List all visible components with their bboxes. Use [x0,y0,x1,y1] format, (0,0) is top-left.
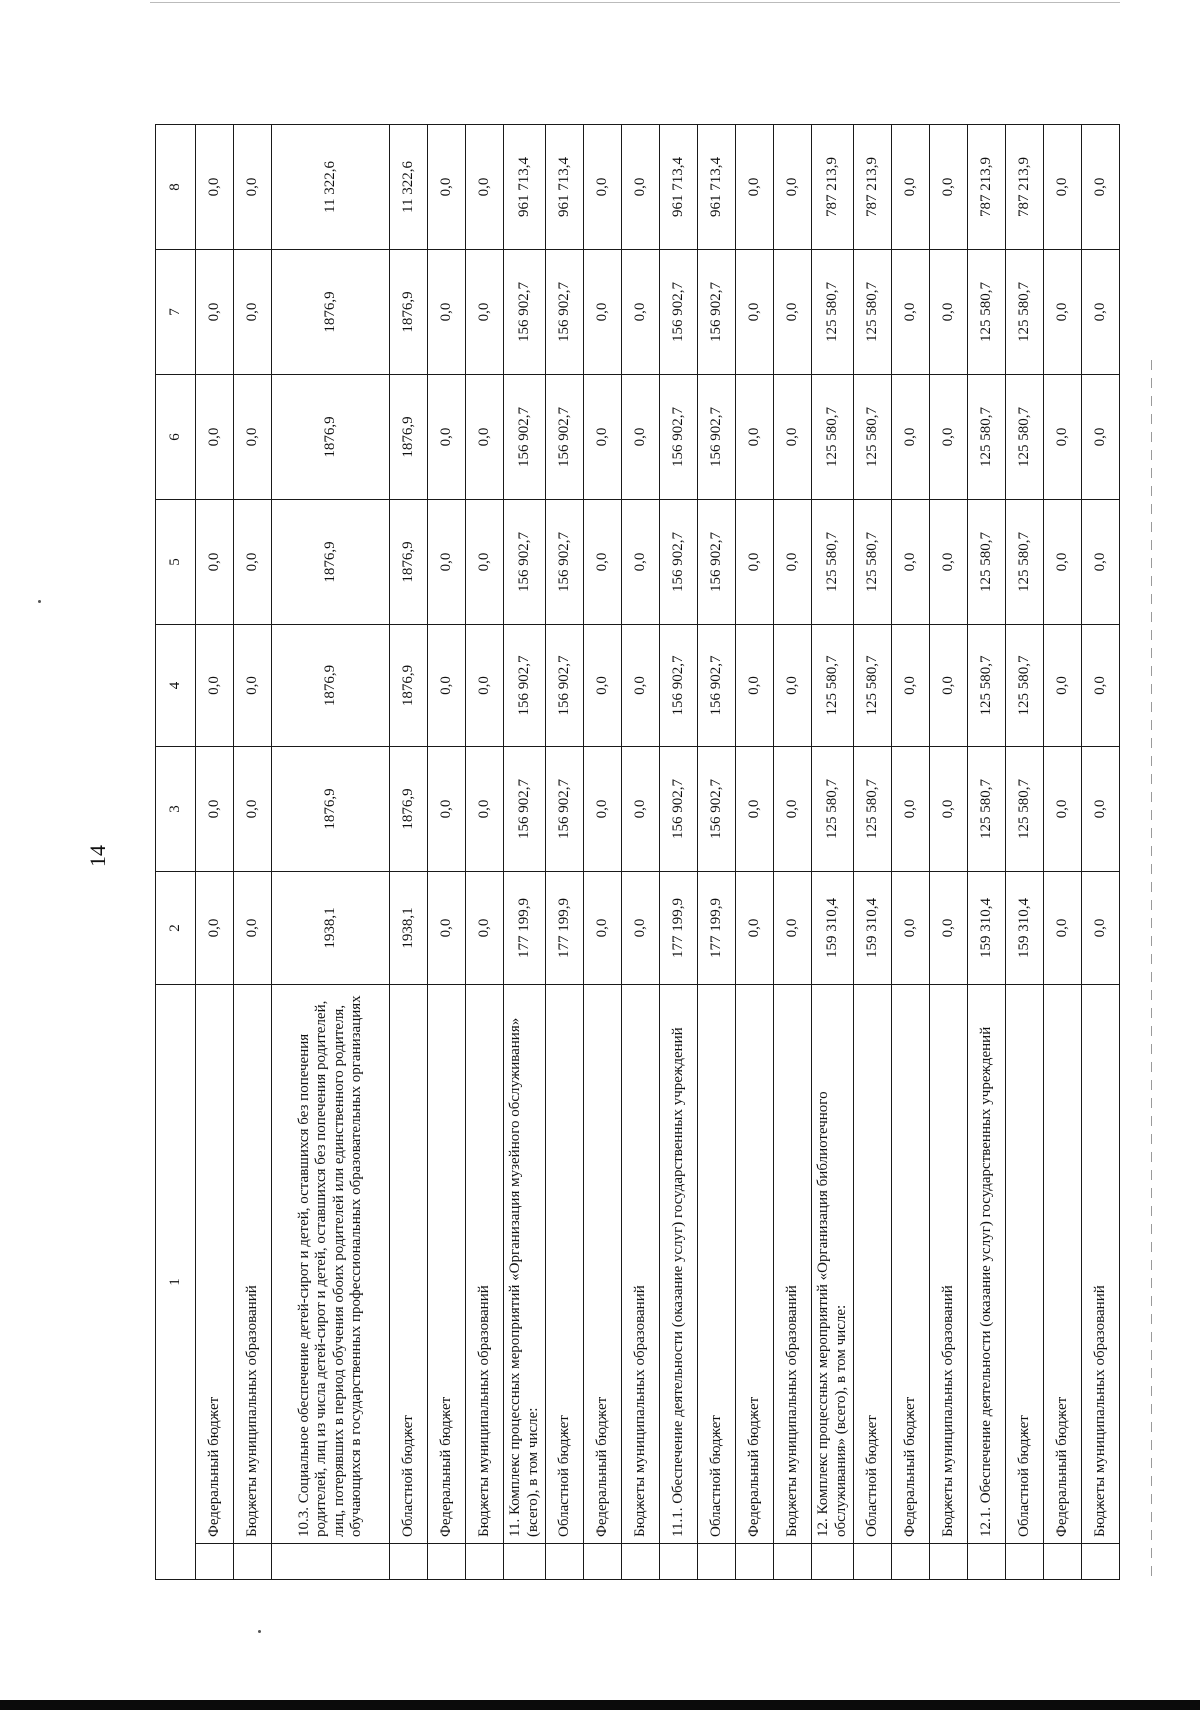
value-cell: 0,0 [584,125,622,250]
value-cell: 961 713,4 [546,125,584,250]
value-cell: 0,0 [584,872,622,985]
table-row [196,125,234,1580]
value-cell: 0,0 [774,625,812,747]
table-row [736,125,774,1580]
value-cell: 1876,9 [390,250,428,375]
column-header: 7 [156,250,196,375]
value-cell: 0,0 [892,747,930,872]
value-cell: 0,0 [584,250,622,375]
row-label: 11. Комплекс процессных мероприятий «Организация музейного обслуживания» (всего), в том числе: [504,985,546,1544]
table-row [812,125,854,1580]
value-cell: 156 902,7 [660,747,698,872]
value-cell: 0,0 [1044,625,1082,747]
row-index-cell [504,1544,546,1580]
value-cell: 0,0 [196,375,234,500]
row-label: Областной бюджет [546,985,584,1544]
value-cell: 0,0 [622,500,660,625]
value-cell: 156 902,7 [698,250,736,375]
row-index-cell [428,1544,466,1580]
row-label: Федеральный бюджет [1044,985,1082,1544]
value-cell: 0,0 [1044,250,1082,375]
value-cell: 0,0 [428,250,466,375]
rotated-table-container [155,125,1108,1580]
value-cell: 125 580,7 [968,625,1006,747]
row-index-cell [968,1544,1006,1580]
value-cell: 1876,9 [272,250,390,375]
value-cell: 0,0 [930,375,968,500]
value-cell: 1876,9 [272,500,390,625]
value-cell: 0,0 [1082,125,1120,250]
row-label: Областной бюджет [390,985,428,1544]
value-cell: 125 580,7 [812,250,854,375]
value-cell: 961 713,4 [504,125,546,250]
value-cell: 125 580,7 [854,747,892,872]
row-label: Федеральный бюджет [196,985,234,1544]
table-row [234,125,272,1580]
value-cell: 0,0 [584,625,622,747]
column-header: 2 [156,872,196,985]
table-row [622,125,660,1580]
value-cell: 0,0 [234,125,272,250]
value-cell: 0,0 [892,375,930,500]
table-row [428,125,466,1580]
value-cell: 0,0 [196,747,234,872]
scan-speck [258,1630,261,1633]
value-cell: 159 310,4 [968,872,1006,985]
row-label: Бюджеты муниципальных образований [930,985,968,1544]
row-label: Федеральный бюджет [428,985,466,1544]
value-cell: 0,0 [1082,500,1120,625]
value-cell: 1876,9 [272,625,390,747]
value-cell: 787 213,9 [1006,125,1044,250]
value-cell: 1876,9 [390,375,428,500]
value-cell: 177 199,9 [698,872,736,985]
value-cell: 0,0 [930,250,968,375]
value-cell: 156 902,7 [660,250,698,375]
column-header: 5 [156,500,196,625]
value-cell: 156 902,7 [546,500,584,625]
value-cell: 156 902,7 [660,500,698,625]
value-cell: 787 213,9 [812,125,854,250]
row-index-cell [1082,1544,1120,1580]
column-header: 3 [156,747,196,872]
row-label: Бюджеты муниципальных образований [622,985,660,1544]
table-row [466,125,504,1580]
table-row [584,125,622,1580]
row-label: Бюджеты муниципальных образований [1082,985,1120,1544]
column-header: 8 [156,125,196,250]
value-cell: 1876,9 [272,747,390,872]
value-cell: 1938,1 [390,872,428,985]
value-cell: 0,0 [622,250,660,375]
value-cell: 156 902,7 [504,500,546,625]
value-cell: 0,0 [234,375,272,500]
table-row [930,125,968,1580]
value-cell: 125 580,7 [1006,625,1044,747]
value-cell: 125 580,7 [968,747,1006,872]
value-cell: 156 902,7 [546,747,584,872]
row-label: 12.1. Обеспечение деятельности (оказание услуг) государственных учреждений [968,985,1006,1544]
value-cell: 0,0 [622,872,660,985]
table-row [1044,125,1082,1580]
value-cell: 0,0 [1082,250,1120,375]
budget-table [155,124,1120,1580]
value-cell: 1938,1 [272,872,390,985]
table-row [1006,125,1044,1580]
row-label: 12. Комплекс процессных мероприятий «Организация библиотечного обслуживания» (всего), в том числе: [812,985,854,1544]
row-label: 11.1. Обеспечение деятельности (оказание услуг) государственных учреждений [660,985,698,1544]
table-row [660,125,698,1580]
value-cell: 0,0 [196,625,234,747]
row-index-cell [660,1544,698,1580]
value-cell: 0,0 [736,747,774,872]
value-cell: 0,0 [584,500,622,625]
value-cell: 156 902,7 [504,747,546,872]
row-index-cell [584,1544,622,1580]
row-index-cell [466,1544,504,1580]
row-label: Областной бюджет [854,985,892,1544]
value-cell: 125 580,7 [1006,500,1044,625]
value-cell: 156 902,7 [698,625,736,747]
value-cell: 125 580,7 [854,375,892,500]
value-cell: 0,0 [428,125,466,250]
value-cell: 0,0 [196,250,234,375]
value-cell: 125 580,7 [854,625,892,747]
value-cell: 0,0 [1044,125,1082,250]
value-cell: 0,0 [622,125,660,250]
value-cell: 0,0 [466,625,504,747]
value-cell: 0,0 [1082,625,1120,747]
value-cell: 177 199,9 [660,872,698,985]
value-cell: 0,0 [622,747,660,872]
row-index-cell [854,1544,892,1580]
value-cell: 1876,9 [390,625,428,747]
row-label: Федеральный бюджет [892,985,930,1544]
row-index-cell [234,1544,272,1580]
value-cell: 177 199,9 [504,872,546,985]
scan-top-edge [150,2,1120,3]
row-index-cell [272,1544,390,1580]
row-index-cell [812,1544,854,1580]
table-row [968,125,1006,1580]
value-cell: 0,0 [584,375,622,500]
row-index-cell [196,1544,234,1580]
value-cell: 177 199,9 [546,872,584,985]
value-cell: 0,0 [736,500,774,625]
value-cell: 156 902,7 [546,250,584,375]
value-cell: 0,0 [622,625,660,747]
value-cell: 156 902,7 [504,625,546,747]
value-cell: 0,0 [774,500,812,625]
value-cell: 156 902,7 [660,375,698,500]
value-cell: 0,0 [466,747,504,872]
row-label: 10.3. Социальное обеспечение детей-сирот и детей, оставшихся без попечения родителей, лиц из числа детей-сирот и детей, оставшихся без попечения родителей, лиц, потерявших в период обучения обоих родителей или единственного родителя, обучающихся в государственных профессиональных образовательных организациях [272,985,390,1544]
row-label: Бюджеты муниципальных образований [466,985,504,1544]
table-body [156,125,1120,1580]
table-row [504,125,546,1580]
value-cell: 0,0 [736,250,774,375]
value-cell: 0,0 [892,625,930,747]
value-cell: 156 902,7 [504,375,546,500]
row-index-cell [698,1544,736,1580]
value-cell: 0,0 [196,125,234,250]
value-cell: 159 310,4 [1006,872,1044,985]
value-cell: 0,0 [1044,872,1082,985]
value-cell: 0,0 [892,500,930,625]
value-cell: 961 713,4 [660,125,698,250]
value-cell: 0,0 [428,500,466,625]
value-cell: 0,0 [892,872,930,985]
row-label: Областной бюджет [1006,985,1044,1544]
value-cell: 125 580,7 [812,747,854,872]
value-cell: 0,0 [736,125,774,250]
value-cell: 0,0 [466,125,504,250]
row-label: Федеральный бюджет [736,985,774,1544]
value-cell: 787 213,9 [854,125,892,250]
value-cell: 156 902,7 [660,625,698,747]
value-cell: 125 580,7 [968,250,1006,375]
scan-bottom-edge [0,1700,1200,1710]
value-cell: 156 902,7 [698,375,736,500]
scan-fold-line [1151,360,1152,1580]
value-cell: 0,0 [428,375,466,500]
value-cell: 0,0 [930,125,968,250]
column-number-row [156,125,196,1580]
value-cell: 125 580,7 [812,375,854,500]
value-cell: 0,0 [1082,375,1120,500]
value-cell: 0,0 [622,375,660,500]
row-label: Бюджеты муниципальных образований [234,985,272,1544]
value-cell: 0,0 [892,125,930,250]
value-cell: 156 902,7 [698,747,736,872]
row-index-cell [1044,1544,1082,1580]
value-cell: 0,0 [736,872,774,985]
value-cell: 961 713,4 [698,125,736,250]
value-cell: 156 902,7 [504,250,546,375]
value-cell: 125 580,7 [1006,375,1044,500]
value-cell: 125 580,7 [1006,747,1044,872]
value-cell: 125 580,7 [854,500,892,625]
row-index-cell [622,1544,660,1580]
table-row [390,125,428,1580]
row-label: Бюджеты муниципальных образований [774,985,812,1544]
scan-speck [38,600,41,603]
value-cell: 0,0 [428,747,466,872]
row-label: Областной бюджет [698,985,736,1544]
row-index-cell [930,1544,968,1580]
value-cell: 0,0 [892,250,930,375]
value-cell: 125 580,7 [968,500,1006,625]
value-cell: 0,0 [234,747,272,872]
value-cell: 0,0 [1044,747,1082,872]
value-cell: 0,0 [774,375,812,500]
value-cell: 159 310,4 [812,872,854,985]
row-index-cell [546,1544,584,1580]
value-cell: 125 580,7 [854,250,892,375]
table-row [1082,125,1120,1580]
row-index-cell [736,1544,774,1580]
value-cell: 0,0 [930,625,968,747]
value-cell: 0,0 [1082,747,1120,872]
value-cell: 156 902,7 [546,375,584,500]
value-cell: 0,0 [234,250,272,375]
value-cell: 0,0 [428,872,466,985]
value-cell: 0,0 [774,125,812,250]
value-cell: 0,0 [428,625,466,747]
value-cell: 125 580,7 [1006,250,1044,375]
table-row [892,125,930,1580]
value-cell: 0,0 [930,500,968,625]
table-row [272,125,390,1580]
value-cell: 0,0 [1044,500,1082,625]
row-index-cell [1006,1544,1044,1580]
table-row [854,125,892,1580]
page-number: 14 [85,845,110,867]
value-cell: 0,0 [466,872,504,985]
value-cell: 159 310,4 [854,872,892,985]
value-cell: 11 322,6 [272,125,390,250]
value-cell: 0,0 [774,872,812,985]
value-cell: 0,0 [774,250,812,375]
value-cell: 0,0 [930,872,968,985]
value-cell: 125 580,7 [812,500,854,625]
value-cell: 0,0 [466,250,504,375]
value-cell: 0,0 [736,625,774,747]
value-cell: 1876,9 [390,747,428,872]
row-index-cell [892,1544,930,1580]
value-cell: 125 580,7 [812,625,854,747]
value-cell: 125 580,7 [968,375,1006,500]
value-cell: 0,0 [466,375,504,500]
value-cell: 1876,9 [272,375,390,500]
value-cell: 0,0 [234,625,272,747]
value-cell: 0,0 [196,872,234,985]
value-cell: 0,0 [1044,375,1082,500]
value-cell: 11 322,6 [390,125,428,250]
value-cell: 0,0 [736,375,774,500]
value-cell: 1876,9 [390,500,428,625]
row-index-cell [774,1544,812,1580]
table-row [546,125,584,1580]
table-row [774,125,812,1580]
row-index-cell [390,1544,428,1580]
value-cell: 0,0 [584,747,622,872]
value-cell: 0,0 [774,747,812,872]
table-row [698,125,736,1580]
value-cell: 0,0 [466,500,504,625]
value-cell: 0,0 [1082,872,1120,985]
column-header: 6 [156,375,196,500]
column-header: 1 [156,985,196,1580]
value-cell: 156 902,7 [698,500,736,625]
value-cell: 0,0 [930,747,968,872]
value-cell: 0,0 [196,500,234,625]
row-label: Федеральный бюджет [584,985,622,1544]
value-cell: 787 213,9 [968,125,1006,250]
column-header: 4 [156,625,196,747]
value-cell: 0,0 [234,872,272,985]
value-cell: 0,0 [234,500,272,625]
value-cell: 156 902,7 [546,625,584,747]
